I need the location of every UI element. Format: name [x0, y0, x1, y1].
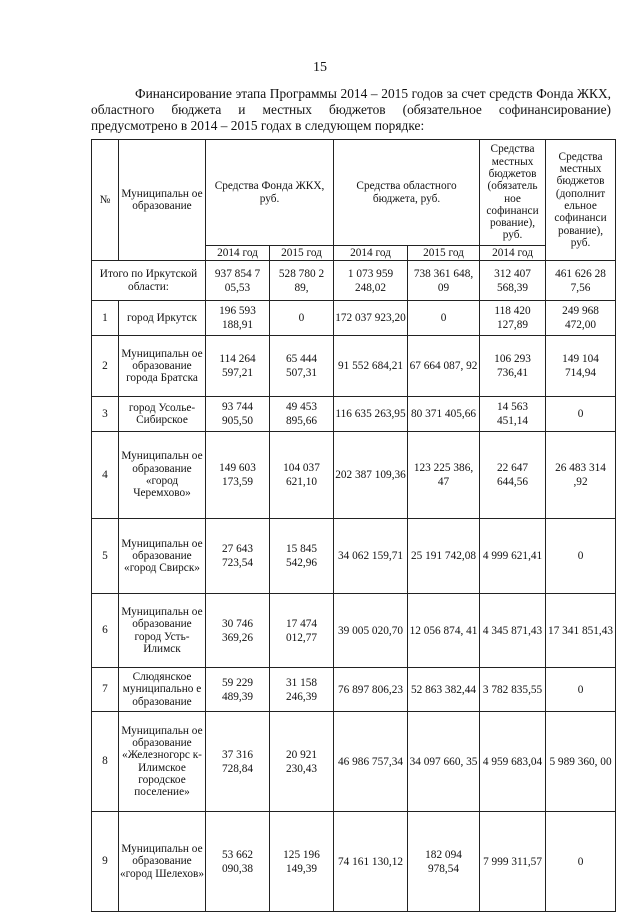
row-value: 116 635 263,95 [334, 397, 408, 432]
row-value: 25 191 742,08 [408, 519, 480, 594]
row-value: 65 444 507,31 [270, 336, 334, 397]
row-value: 104 037 621,10 [270, 432, 334, 519]
row-value: 7 999 311,57 [480, 812, 546, 912]
row-value: 202 387 109,36 [334, 432, 408, 519]
row-value: 0 [546, 397, 616, 432]
header-local-mandatory: Средства местных бюджетов (обязатель ное софинанси рование), руб. [480, 140, 546, 246]
row-value: 52 863 382,44 [408, 668, 480, 712]
row-value: 5 989 360, 00 [546, 712, 616, 812]
row-value: 3 782 835,55 [480, 668, 546, 712]
row-value: 17 474 012,77 [270, 594, 334, 668]
row-value: 59 229 489,39 [206, 668, 270, 712]
row-value: 31 158 246,39 [270, 668, 334, 712]
table-row [92, 519, 616, 594]
year-header: 2014 год [206, 246, 270, 261]
header-municipality: Муниципальн ое образование [119, 140, 206, 261]
row-number: 3 [92, 397, 119, 432]
row-value: 22 647 644,56 [480, 432, 546, 519]
row-value: 182 094 978,54 [408, 812, 480, 912]
row-value: 0 [546, 519, 616, 594]
row-value: 0 [546, 668, 616, 712]
row-municipality: Муниципальн ое образование «город Свирск» [119, 519, 206, 594]
row-value: 123 225 386, 47 [408, 432, 480, 519]
table-row [92, 812, 616, 912]
table-row [92, 301, 616, 336]
table-row [92, 336, 616, 397]
total-value: 312 407 568,39 [480, 261, 546, 301]
row-municipality: Муниципальн ое образование «город Шелехов» [119, 812, 206, 912]
row-value: 76 897 806,23 [334, 668, 408, 712]
year-header: 2015 год [408, 246, 480, 261]
row-municipality: город Иркутск [119, 301, 206, 336]
row-municipality: Муниципальн ое образование «Железногорс к-Илимское городское поселение» [119, 712, 206, 812]
row-municipality: город Усолье-Сибирское [119, 397, 206, 432]
header-local-additional: Средства местных бюджетов (дополнит ельное софинанси рование), руб. [546, 140, 616, 261]
row-value: 114 264 597,21 [206, 336, 270, 397]
row-value: 26 483 314 ,92 [546, 432, 616, 519]
row-number: 1 [92, 301, 119, 336]
row-value: 4 959 683,04 [480, 712, 546, 812]
table-row [92, 712, 616, 812]
row-value: 0 [270, 301, 334, 336]
year-header: 2014 год [334, 246, 408, 261]
header-regional: Средства областного бюджета, руб. [334, 140, 480, 246]
total-label: Итого по Иркутской области: [92, 261, 206, 301]
row-value: 0 [546, 812, 616, 912]
table-row [92, 397, 616, 432]
row-value: 149 104 714,94 [546, 336, 616, 397]
row-municipality: Муниципальн ое образование города Братска [119, 336, 206, 397]
row-value: 49 453 895,66 [270, 397, 334, 432]
row-value: 14 563 451,14 [480, 397, 546, 432]
row-value: 34 062 159,71 [334, 519, 408, 594]
header-fund: Средства Фонда ЖКХ, руб. [206, 140, 334, 246]
row-number: 7 [92, 668, 119, 712]
row-value: 27 643 723,54 [206, 519, 270, 594]
row-value: 15 845 542,96 [270, 519, 334, 594]
row-value: 249 968 472,00 [546, 301, 616, 336]
row-municipality: Муниципальн ое образование «город Черемхово» [119, 432, 206, 519]
total-value: 738 361 648, 09 [408, 261, 480, 301]
row-value: 17 341 851,43 [546, 594, 616, 668]
row-value: 93 744 905,50 [206, 397, 270, 432]
row-value: 74 161 130,12 [334, 812, 408, 912]
row-number: 6 [92, 594, 119, 668]
row-value: 34 097 660, 35 [408, 712, 480, 812]
row-value: 30 746 369,26 [206, 594, 270, 668]
total-value: 937 854 7 05,53 [206, 261, 270, 301]
row-value: 37 316 728,84 [206, 712, 270, 812]
total-value: 528 780 2 89, [270, 261, 334, 301]
total-value: 461 626 28 7,56 [546, 261, 616, 301]
intro-paragraph: Финансирование этапа Программы 2014 – 2015 годов за счет средств Фонда ЖКХ, областного бюджета и местных бюджетов (обязательное софинансирование) предусмотрено в 2014 – 2015 годах в следующем порядке: [91, 86, 611, 133]
row-value: 12 056 874, 41 [408, 594, 480, 668]
row-value: 172 037 923,20 [334, 301, 408, 336]
row-municipality: Слюдянское муниципально е образование [119, 668, 206, 712]
row-value: 118 420 127,89 [480, 301, 546, 336]
page-number: 15 [313, 60, 327, 75]
table-row [92, 668, 616, 712]
row-value: 0 [408, 301, 480, 336]
total-row [92, 261, 616, 301]
total-value: 1 073 959 248,02 [334, 261, 408, 301]
row-value: 67 664 087, 92 [408, 336, 480, 397]
financing-table [91, 139, 616, 912]
row-value: 91 552 684,21 [334, 336, 408, 397]
row-number: 5 [92, 519, 119, 594]
row-value: 46 986 757,34 [334, 712, 408, 812]
row-value: 53 662 090,38 [206, 812, 270, 912]
row-value: 20 921 230,43 [270, 712, 334, 812]
header-num: № [92, 140, 119, 261]
table-row [92, 594, 616, 668]
row-number: 4 [92, 432, 119, 519]
row-municipality: Муниципальн ое образование город Усть-Илимск [119, 594, 206, 668]
row-number: 8 [92, 712, 119, 812]
row-number: 9 [92, 812, 119, 912]
row-value: 80 371 405,66 [408, 397, 480, 432]
row-value: 4 345 871,43 [480, 594, 546, 668]
year-header: 2015 год [270, 246, 334, 261]
row-value: 149 603 173,59 [206, 432, 270, 519]
table-row [92, 432, 616, 519]
row-value: 125 196 149,39 [270, 812, 334, 912]
row-value: 106 293 736,41 [480, 336, 546, 397]
row-value: 39 005 020,70 [334, 594, 408, 668]
year-header: 2014 год [480, 246, 546, 261]
row-number: 2 [92, 336, 119, 397]
row-value: 196 593 188,91 [206, 301, 270, 336]
row-value: 4 999 621,41 [480, 519, 546, 594]
